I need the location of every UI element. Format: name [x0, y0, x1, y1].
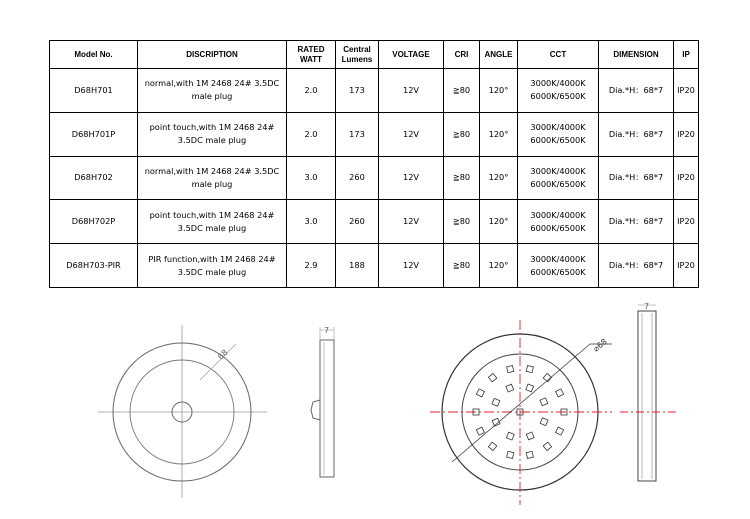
cell-dimension: Dia.*H：68*7 [599, 244, 674, 288]
led-chip [476, 389, 484, 397]
cell-dimension: Dia.*H：68*7 [599, 69, 674, 113]
cell-voltage: 12V [379, 156, 444, 200]
header-dimension: DIMENSION [599, 41, 674, 69]
side-view-2-body [638, 311, 656, 481]
front-view-dimension-line [452, 344, 590, 462]
header-cri: CRI [444, 41, 480, 69]
front-view-drawing [430, 320, 612, 505]
cell-lumens: 173 [336, 69, 379, 113]
cell-model: D68H701P [50, 112, 138, 156]
led-chip [556, 427, 564, 435]
cell-dimension: Dia.*H：68*7 [599, 156, 674, 200]
header-model: Model No. [50, 41, 138, 69]
cell-cct: 3000K/4000K 6000K/6500K [518, 69, 599, 113]
header-voltage: VOLTAGE [379, 41, 444, 69]
cell-lumens: 260 [336, 156, 379, 200]
cell-angle: 120° [480, 69, 518, 113]
header-cct: CCT [518, 41, 599, 69]
led-chip [543, 442, 551, 450]
led-chip [488, 442, 496, 450]
led-chip [556, 389, 564, 397]
cell-angle: 120° [480, 112, 518, 156]
header-description: DISCRIPTION [138, 41, 287, 69]
cell-model: D68H702P [50, 200, 138, 244]
cell-description: normal,with 1M 2468 24# 3.5DC male plug [138, 156, 287, 200]
header-ip: IP [674, 41, 699, 69]
cell-description: point touch,with 1M 2468 24# 3.5DC male plug [138, 112, 287, 156]
side-view-drawing [311, 326, 334, 477]
led-chip [526, 432, 534, 440]
cell-watt: 3.0 [287, 200, 336, 244]
cell-watt: 2.0 [287, 112, 336, 156]
cell-cct: 3000K/4000K 6000K/6500K [518, 112, 599, 156]
cell-ip: IP20 [674, 156, 699, 200]
back-view-drawing [98, 325, 267, 498]
cell-angle: 120° [480, 244, 518, 288]
led-chip [492, 398, 500, 406]
cell-ip: IP20 [674, 200, 699, 244]
header-angle: ANGLE [480, 41, 518, 69]
cell-voltage: 12V [379, 200, 444, 244]
led-chip [526, 451, 533, 458]
cell-model: D68H703-PIR [50, 244, 138, 288]
led-chip [540, 418, 548, 426]
cell-voltage: 12V [379, 69, 444, 113]
cell-cct: 3000K/4000K 6000K/6500K [518, 200, 599, 244]
cell-watt: 3.0 [287, 156, 336, 200]
cell-cct: 3000K/4000K 6000K/6500K [518, 244, 599, 288]
cell-description: point touch,with 1M 2468 24# 3.5DC male plug [138, 200, 287, 244]
cell-ip: IP20 [674, 69, 699, 113]
cell-watt: 2.9 [287, 244, 336, 288]
cell-cri: ≧80 [444, 244, 480, 288]
side-view-body [320, 340, 334, 477]
cell-lumens: 173 [336, 112, 379, 156]
cell-cri: ≧80 [444, 112, 480, 156]
side-view-2-drawing [620, 302, 676, 481]
cell-angle: 120° [480, 156, 518, 200]
led-chip [506, 384, 514, 392]
led-chip [507, 366, 514, 373]
cell-model: D68H702 [50, 156, 138, 200]
side-view-2-thickness-label: 7 [644, 302, 650, 311]
cell-cri: ≧80 [444, 156, 480, 200]
side-view-thickness-label: 7 [324, 326, 330, 335]
cell-ip: IP20 [674, 112, 699, 156]
cell-dimension: Dia.*H：68*7 [599, 112, 674, 156]
cell-description: PIR function,with 1M 2468 24# 3.5DC male plug [138, 244, 287, 288]
led-chip [526, 366, 533, 373]
back-view-diameter-label: 68 [216, 347, 230, 362]
led-chip [488, 373, 496, 381]
front-view-diameter-label: ⌀68 [591, 336, 609, 354]
led-chip [526, 384, 534, 392]
side-view-protrusion [311, 400, 320, 420]
cell-voltage: 12V [379, 112, 444, 156]
cell-model: D68H701 [50, 69, 138, 113]
cell-watt: 2.0 [287, 69, 336, 113]
header-lumens: Central Lumens [336, 41, 379, 69]
led-chip [540, 398, 548, 406]
cell-description: normal,with 1M 2468 24# 3.5DC male plug [138, 69, 287, 113]
led-chip [506, 432, 514, 440]
cell-voltage: 12V [379, 244, 444, 288]
cell-lumens: 188 [336, 244, 379, 288]
cell-lumens: 260 [336, 200, 379, 244]
header-watt: RATED WATT [287, 41, 336, 69]
cell-dimension: Dia.*H：68*7 [599, 200, 674, 244]
cell-angle: 120° [480, 200, 518, 244]
led-chip [476, 427, 484, 435]
cell-cct: 3000K/4000K 6000K/6500K [518, 156, 599, 200]
led-chip [507, 451, 514, 458]
cell-cri: ≧80 [444, 200, 480, 244]
cell-cri: ≧80 [444, 69, 480, 113]
cell-ip: IP20 [674, 244, 699, 288]
